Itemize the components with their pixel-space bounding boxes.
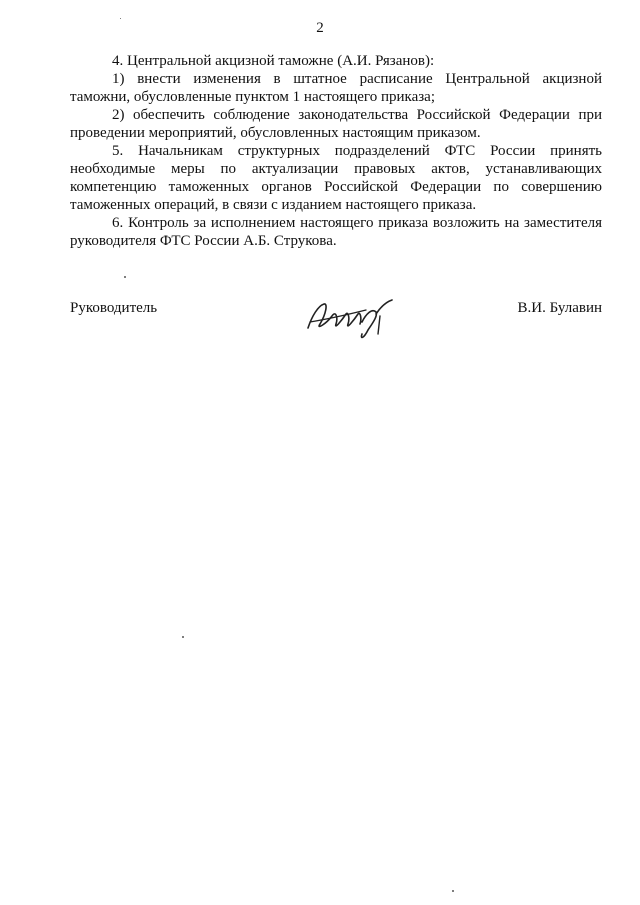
paragraph-4: 4. Центральной акцизной таможне (А.И. Рязанов):: [112, 53, 435, 69]
scan-speck: [182, 636, 184, 638]
paragraph-6: 6. Контроль за исполнением настоящего приказа возложить на заместителя руководителя ФТС России А.Б. Струкова.: [70, 215, 602, 249]
paragraph-5: 5. Начальникам структурных подразделений ФТС России принять необходимые меры по актуализации правовых актов, устанавливающих компетенцию таможенных органов Российской Федерации по совершению таможенных операций, в связи с изданием настоящего приказа.: [70, 143, 602, 213]
document-body: [70, 52, 602, 250]
signatory-name: В.И. Булавин: [517, 300, 602, 316]
scan-speck: [452, 890, 454, 892]
paragraph-4-2: 2) обеспечить соблюдение законодательства Российской Федерации при проведении мероприятий, обусловленных настоящим приказом.: [70, 107, 602, 141]
signatory-title: Руководитель: [70, 300, 158, 316]
handwritten-signature-icon: [302, 294, 398, 340]
signature-block: [70, 300, 602, 350]
scan-speck: [124, 276, 126, 278]
scan-speck: [120, 18, 121, 19]
paragraph-4-1: 1) внести изменения в штатное расписание Центральной акцизной таможни, обусловленные пунктом 1 настоящего приказа;: [70, 71, 602, 105]
page-number: 2: [316, 20, 324, 36]
